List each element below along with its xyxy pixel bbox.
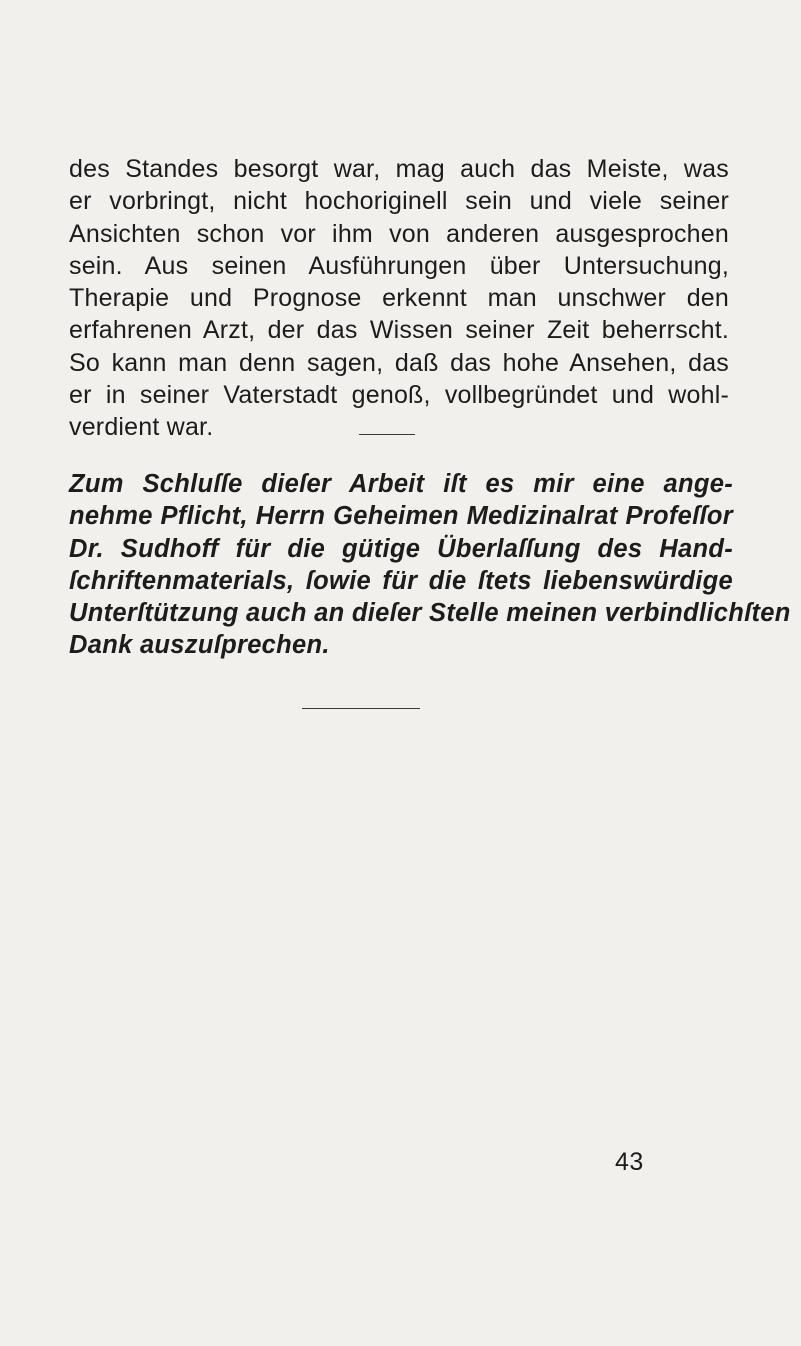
paragraph-line: verdient war.: [69, 413, 214, 442]
paragraph-line: des Standes besorgt war, mag auch das Meiste, was: [69, 155, 729, 183]
paragraph-line: Ansichten schon vor ihm von anderen ausgesprochen: [69, 219, 729, 248]
paragraph-line: So kann man denn sagen, daß das hohe Ansehen, das: [69, 348, 729, 377]
acknowledgement-paragraph: [69, 468, 791, 662]
paragraph-line: erfahrenen Arzt, der das Wissen seiner Zeit beherrscht.: [69, 316, 729, 345]
main-paragraph: [69, 153, 729, 444]
acknowledgement-line: Dank auszuſprechen.: [69, 631, 330, 660]
acknowledgement-line: nehme Pflicht, Herrn Geheimen Medizinalrat Profeſſor: [69, 502, 733, 531]
paragraph-line: Therapie und Prognose erkennt man unschwer den: [69, 284, 729, 313]
page-number: 43: [615, 1148, 644, 1176]
section-divider: [359, 434, 415, 435]
paragraph-line: er in seiner Vaterstadt genoß, vollbegründet und wohl-: [69, 381, 729, 410]
acknowledgement-line: ſchriftenmaterials, ſowie für die ſtets liebenswürdige: [69, 566, 733, 595]
acknowledgement-line: Unterſtützung auch an dieſer Stelle meinen verbindlichſten: [69, 599, 791, 628]
acknowledgement-line: Dr. Sudhoff für die gütige Überlaſſung des Hand-: [69, 534, 733, 563]
paragraph-line: er vorbringt, nicht hochoriginell sein und viele seiner: [69, 187, 729, 216]
end-divider: [302, 708, 420, 709]
paragraph-line: sein. Aus seinen Ausführungen über Untersuchung,: [69, 251, 729, 280]
acknowledgement-line: Zum Schluſſe dieſer Arbeit iſt es mir eine ange-: [69, 470, 733, 498]
